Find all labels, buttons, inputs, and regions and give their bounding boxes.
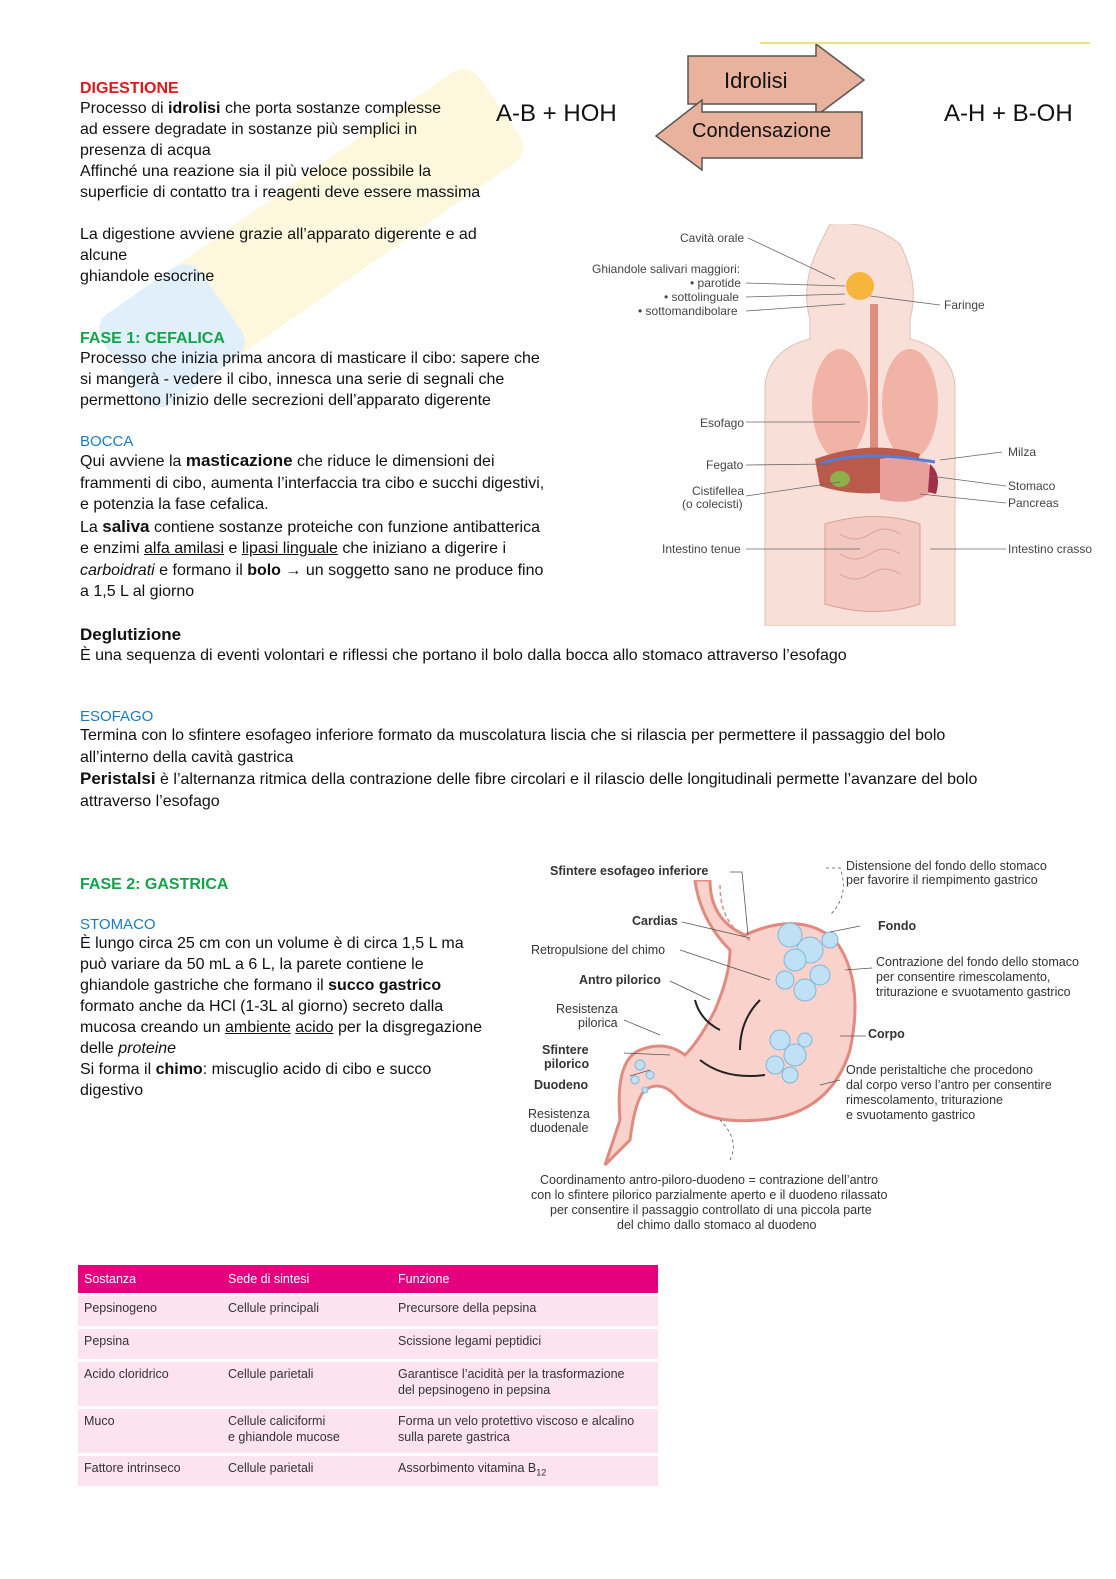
table-cell: Scissione legami peptidici [392,1329,658,1359]
label-cistifellea: Cistifellea [692,484,745,498]
fase2-title: FASE 2: GASTRICA [80,876,229,893]
table-row [78,1362,658,1406]
label-retropulsione: Retropulsione del chimo [531,943,666,957]
label-pancreas: Pancreas [1008,496,1059,510]
label-resistenza-pilorica-1: Resistenza [556,1002,618,1016]
esofago-section [80,708,1080,812]
table-cell: Cellule parietali [222,1456,392,1486]
table-cell: Garantisce l’acidità per la trasformazione del pepsinogeno in pepsina [392,1362,658,1406]
label-faringe: Faringe [944,298,985,312]
label-antro-pilorico: Antro pilorico [579,973,661,987]
label-coord-3: per consentire il passaggio controllato di una piccola parte [550,1203,872,1217]
label-onde-2: dal corpo verso l’antro per consentire [846,1078,1052,1092]
label-milza: Milza [1008,445,1037,459]
table-cell: Fattore intrinseco [78,1456,222,1486]
fase1-section [80,330,580,411]
deglutizione-title: Deglutizione [80,625,182,644]
label-fondo: Fondo [878,919,917,933]
label-intestino-crasso: Intestino crasso [1008,542,1093,556]
label-sfintere-esofageo: Sfintere esofageo inferiore [550,864,709,878]
deglutizione-text: È una sequenza di eventi volontari e riflessi che portano il bolo dalla bocca allo stomaco attraverso l’esofago [80,647,847,664]
reaction-left: A-B + HOH [496,100,617,127]
table-cell: Cellule principali [222,1296,392,1326]
esofago-title: ESOFAGO [80,708,154,725]
digestione-title: DIGESTIONE [80,80,179,97]
label-stomaco: Stomaco [1008,479,1056,493]
fase1-title: FASE 1: CEFALICA [80,330,225,347]
digestione-section [80,80,520,287]
anatomy-leader-lines [740,224,1116,564]
label-cavita-orale: Cavità orale [680,231,745,245]
table-header-funzione: Funzione [392,1265,658,1293]
table-header-sede: Sede di sintesi [222,1265,392,1293]
table-header-row [78,1265,658,1293]
label-distensione-2: per favorire il riempimento gastrico [846,873,1038,887]
label-coord-1: Coordinamento antro-piloro-duodeno = contrazione dell’antro [540,1173,879,1187]
label-distensione-1: Distensione del fondo dello stomaco [846,859,1047,873]
bocca-title: BOCCA [80,433,134,450]
table-row [78,1329,658,1359]
label-onde-4: e svuotamento gastrico [846,1108,976,1122]
idrolisi-label: Idrolisi [724,68,788,93]
digestione-text: Processo di idrolisi che porta sostanze complesse ad essere degradate in sostanze più semplici in presenza di acqua Affinché una reazione sia il più veloce possibile la superficie di contatto tra i reagenti deve essere massima [80,100,481,201]
label-duodeno: Duodeno [534,1078,589,1092]
label-contrazione-1: Contrazione del fondo dello stomaco [876,955,1079,969]
label-parotide: • parotide [690,276,741,290]
reaction-arrows [652,42,872,172]
label-colecisti: (o colecisti) [682,497,743,511]
label-coord-2: con lo sfintere pilorico parzialmente aperto e il duodeno rilassato [531,1188,888,1202]
table-cell: Forma un velo protettivo viscoso e alcalino sulla parete gastrica [392,1409,658,1453]
table-cell: Assorbimento vitamina $B_{12}$ [392,1456,658,1486]
label-corpo: Corpo [868,1027,905,1041]
label-onde-3: rimescolamento, triturazione [846,1093,1004,1107]
reaction-right: A-H + B-OH [944,100,1073,127]
bocca-text: Qui avviene la masticazione che riduce le dimensioni dei frammenti di cibo, aumenta l’interfaccia tra cibo e succhi digestivi, e potenzia la fase cefalica. La saliva contiene sostanze proteiche con funzione antibatterica e enzimi alfa amilasi e lipasi linguale che iniziano a digerire i carboidrati e formano il bolo → un soggetto sano ne produce fino a 1,5 L al giorno [80,451,545,600]
label-coord-4: del chimo dallo stomaco al duodeno [617,1218,817,1232]
deglutizione-section [80,625,1080,666]
label-resistenza-duodenale-1: Resistenza [528,1107,590,1121]
fase1-text: Processo che inizia prima ancora di masticare il cibo: sapere che si mangerà - vedere il cibo, innesca una serie di segnali che permettono l’inizio delle secrezioni dell’apparato digerente [80,350,540,409]
esofago-text: Termina con lo sfintere esofageo inferiore formato da muscolatura liscia che si rilascia per permettere il passaggio del bolo all’interno della cavità gastrica Peristalsi è l’alternanza ritmica della contrazione delle fibre circolari e il rilascio delle longitudinali permette l’avanzare del bolo attraverso l’esofago [80,727,978,810]
table-cell: Cellule parietali [222,1362,392,1406]
table-row [78,1456,658,1486]
stomaco-text: È lungo circa 25 cm con un volume è di circa 1,5 L ma può variare da 50 mL a 6 L, la parete contiene le ghiandole gastriche che formano il succo gastrico formato anche da HCl (1-3L al giorno) secreto dalla mucosa creando un ambiente acido per la disgregazione delle proteine Si forma il chimo: miscuglio acido di cibo e succo digestivo [80,935,483,1099]
bocca-section [80,433,580,603]
table-cell: Pepsinogeno [78,1296,222,1326]
label-sottolinguale: • sottolinguale [664,290,739,304]
label-intestino-tenue: Intestino tenue [662,542,741,556]
label-resistenza-pilorica-2: pilorica [578,1016,618,1030]
table-cell: Cellule caliciformi e ghiandole mucose [222,1409,392,1453]
gastric-substances-table [78,1262,658,1489]
label-ghiandole: Ghiandole salivari maggiori: [592,262,741,276]
label-onde-1: Onde peristaltiche che procedono [846,1063,1033,1077]
table-row [78,1409,658,1453]
table-cell: Acido cloridrico [78,1362,222,1406]
condensazione-label: Condensazione [692,120,831,142]
stomaco-section [80,916,520,1101]
label-cardias: Cardias [632,914,678,928]
table-cell: Muco [78,1409,222,1453]
table-cell: Precursore della pepsina [392,1296,658,1326]
table-cell: Pepsina [78,1329,222,1359]
decor-line [760,42,1090,44]
label-contrazione-2: per consentire rimescolamento, [876,970,1051,984]
label-sfintere-pilorico-1: Sfintere [542,1043,589,1057]
label-esofago: Esofago [700,416,745,430]
label-contrazione-3: triturazione e svuotamento gastrico [876,985,1071,999]
label-sfintere-pilorico-2: pilorico [544,1057,590,1071]
table-row [78,1296,658,1326]
label-resistenza-duodenale-2: duodenale [530,1121,589,1135]
label-fegato: Fegato [706,458,744,472]
digestione-text-2: La digestione avviene grazie all’apparato digerente e ad alcune ghiandole esocrine [80,226,477,285]
stomaco-title: STOMACO [80,916,156,933]
table-header-sostanza: Sostanza [78,1265,222,1293]
table-cell [222,1329,392,1359]
label-sottomandibolare: • sottomandibolare [638,304,738,318]
